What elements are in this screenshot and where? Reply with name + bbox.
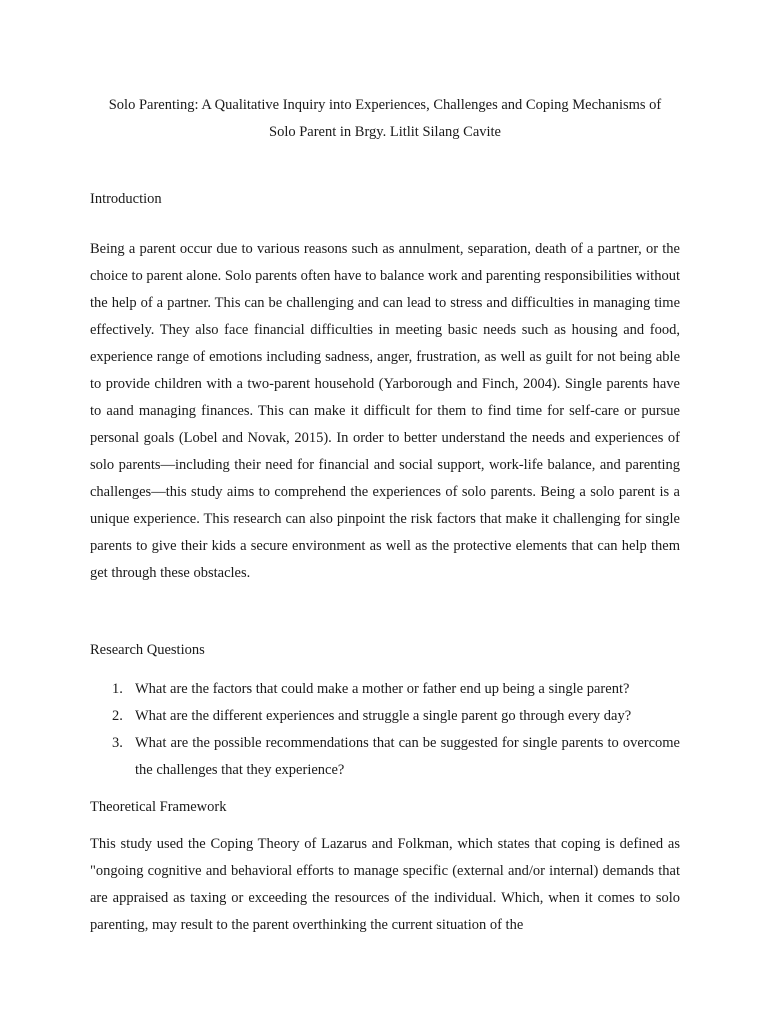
research-question-number: 3. xyxy=(112,735,123,751)
paper-title-line-2: Solo Parent in Brgy. Litlit Silang Cavite xyxy=(269,124,501,140)
paper-title-line-1: Solo Parenting: A Qualitative Inquiry into Experiences, Challenges and Coping Mechanisms of xyxy=(108,97,662,113)
research-question-text: What are the possible recommendations that can be suggested for single parents to overcome the challenges that they experience? xyxy=(135,735,680,778)
research-question-number: 2. xyxy=(112,708,123,724)
theoretical-framework-heading: Theoretical Framework xyxy=(90,799,227,815)
research-questions-list xyxy=(90,676,680,784)
theoretical-framework-paragraph: This study used the Coping Theory of Lazarus and Folkman, which states that coping is defined as "ongoing cognitive and behavioral efforts to manage specific (external and/or internal) demands that are appraised as taxing or exceeding the resources of the individual. Which, when it comes to solo parenting, may result to the parent overthinking the current situation of the xyxy=(90,836,680,933)
research-question-text: What are the factors that could make a mother or father end up being a single parent? xyxy=(135,681,630,697)
paper-title xyxy=(90,92,680,146)
introduction-paragraph: Being a parent occur due to various reasons such as annulment, separation, death of a partner, or the choice to parent alone. Solo parents often have to balance work and parenting responsibilities without the help of a partner. This can be challenging and can lead to stress and difficulties in managing time effectively. They also face financial difficulties in meeting basic needs such as housing and food, experience range of emotions including sadness, anger, frustration, as well as guilt for not being able to provide children with a two-parent household (Yarborough and Finch, 2004). Single parents have to aand managing finances. This can make it difficult for them to find time for self-care or pursue personal goals (Lobel and Novak, 2015). In order to better understand the needs and experiences of solo parents—including their need for financial and social support, work-life balance, and parenting challenges—this study aims to comprehend the experiences of solo parents. Being a solo parent is a unique experience. This research can also pinpoint the risk factors that make it challenging for single parents to give their kids a secure environment as well as the protective elements that can help them get through these obstacles. xyxy=(90,241,680,581)
research-questions-heading: Research Questions xyxy=(90,642,205,658)
research-question-item xyxy=(90,676,680,703)
research-question-number: 1. xyxy=(112,681,123,697)
research-question-item xyxy=(90,730,680,784)
introduction-heading: Introduction xyxy=(90,191,162,207)
research-question-text: What are the different experiences and struggle a single parent go through every day? xyxy=(135,708,632,724)
research-question-item xyxy=(90,703,680,730)
